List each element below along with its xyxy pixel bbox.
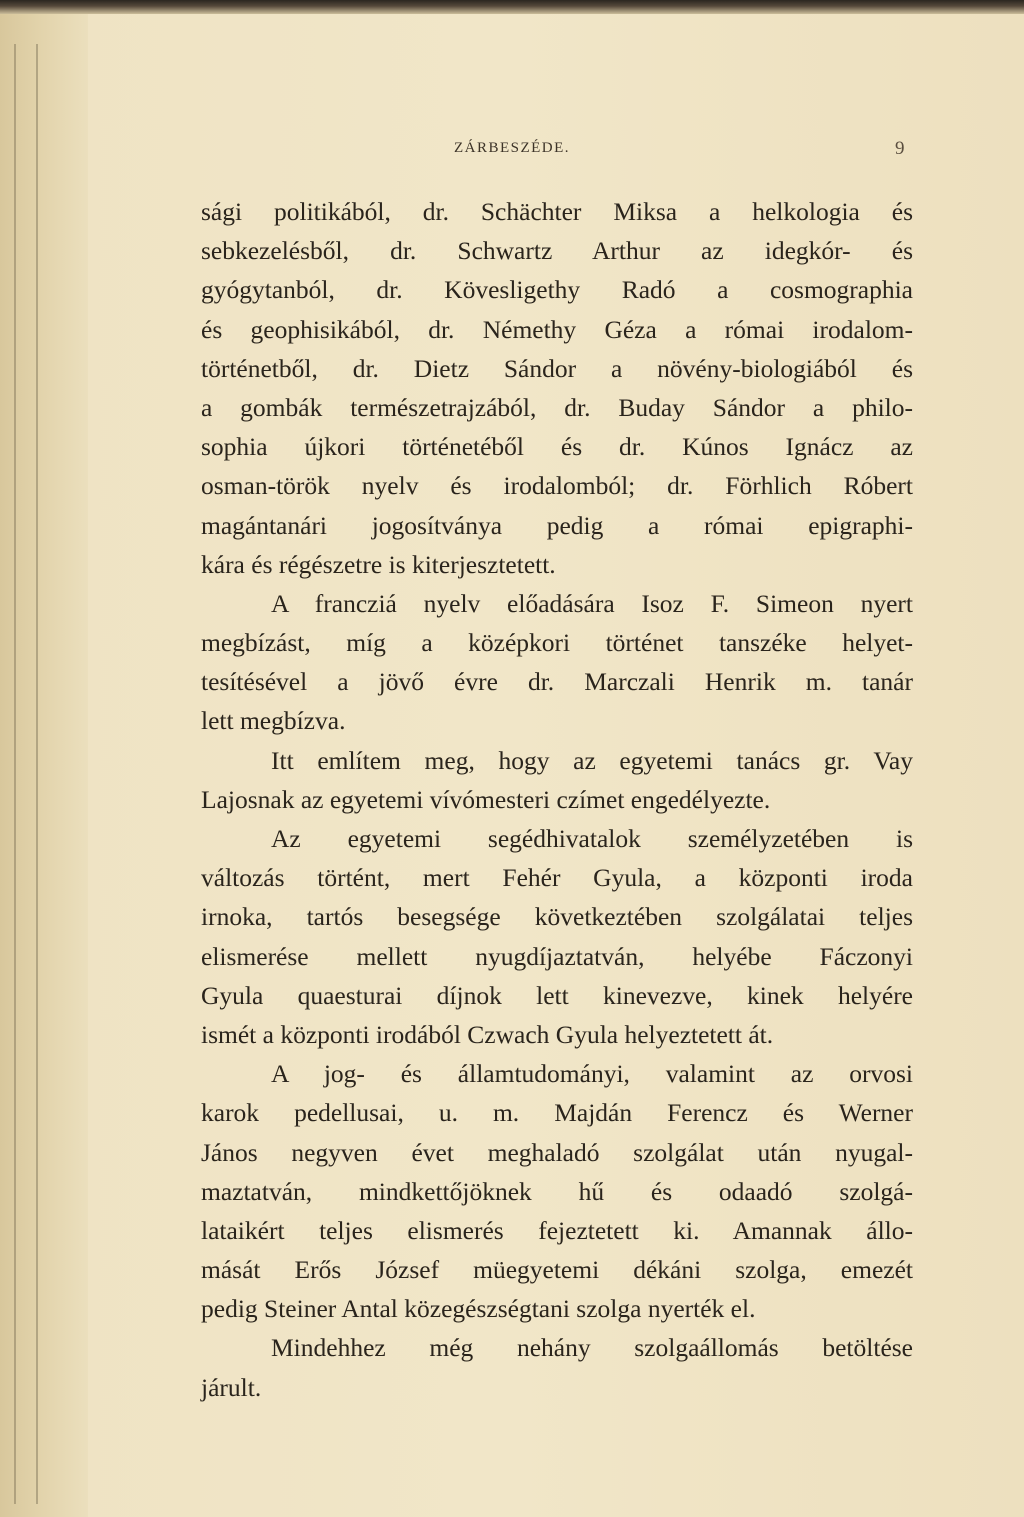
text-line: sophia újkori történetéből és dr. Kúnos Ignácz az bbox=[201, 432, 913, 462]
text-line: járult. bbox=[201, 1372, 262, 1402]
text-line: Az egyetemi segédhivatalok személyzetében is bbox=[271, 824, 913, 853]
text-line: gyógytanból, dr. Kövesligethy Radó a cosmographia bbox=[201, 275, 913, 305]
text-line: elismerése mellett nyugdíjaztatván, helyébe Fáczonyi bbox=[201, 941, 913, 971]
text-line: maztatván, mindkettőjöknek hű és odaadó szolgá- bbox=[201, 1176, 913, 1206]
text-line: mását Erős József müegyetemi dékáni szolga, emezét bbox=[201, 1255, 913, 1285]
page-number: 9 bbox=[895, 138, 905, 159]
text-line: tesítésével a jövő évre dr. Marczali Henrik m. tanár bbox=[201, 667, 913, 697]
text-line: pedig Steiner Antal közegészségtani szolga nyerték el. bbox=[201, 1294, 756, 1324]
text-line: lett megbízva. bbox=[201, 706, 346, 736]
binding-gutter bbox=[0, 14, 88, 1517]
text-line: lataikért teljes elismerés fejeztetett ki. Amannak állo- bbox=[201, 1215, 913, 1245]
gutter-line bbox=[14, 44, 16, 1504]
text-line: ismét a központi irodából Czwach Gyula helyeztetett át. bbox=[201, 1019, 774, 1049]
text-line: János negyven évet meghaladó szolgálat után nyugal- bbox=[201, 1137, 913, 1167]
page-top-edge bbox=[0, 0, 1024, 14]
text-line: Itt említem meg, hogy az egyetemi tanács gr. Vay bbox=[271, 745, 913, 775]
gutter-line bbox=[36, 44, 38, 1504]
text-line: Lajosnak az egyetemi vívómesteri czímet engedélyezte. bbox=[201, 784, 771, 814]
text-line: és geophisikából, dr. Némethy Géza a római irodalom- bbox=[201, 314, 913, 344]
text-line: karok pedellusai, u. m. Majdán Ferencz és Werner bbox=[201, 1098, 913, 1128]
text-line: változás történt, mert Fehér Gyula, a központi iroda bbox=[201, 863, 913, 893]
text-line: kára és régészetre is kiterjesztetett. bbox=[201, 549, 556, 579]
text-line: történetből, dr. Dietz Sándor a növény-biologiából és bbox=[201, 353, 913, 383]
text-line: a gombák természetrajzából, dr. Buday Sándor a philo- bbox=[201, 392, 913, 422]
text-line: A francziá nyelv előadására Isoz F. Simeon nyert bbox=[271, 588, 913, 618]
body-text bbox=[201, 192, 913, 1407]
text-line: Gyula quaesturai díjnok lett kinevezve, kinek helyére bbox=[201, 980, 913, 1010]
text-line: sebkezelésből, dr. Schwartz Arthur az idegkór- és bbox=[201, 236, 913, 266]
text-line: sági politikából, dr. Schächter Miksa a helkologia és bbox=[201, 197, 913, 226]
running-header bbox=[0, 140, 1024, 170]
running-head-title: ZÁRBESZÉDE. bbox=[453, 140, 571, 156]
text-line: irnoka, tartós besegsége következtében szolgálatai teljes bbox=[201, 902, 913, 932]
text-line: Mindehhez még nehány szolgaállomás betöltése bbox=[271, 1333, 913, 1363]
text-line: osman-török nyelv és irodalomból; dr. Förhlich Róbert bbox=[201, 471, 913, 501]
text-line: A jog- és államtudományi, valamint az orvosi bbox=[271, 1059, 913, 1089]
text-line: megbízást, míg a középkori történet tanszéke helyet- bbox=[201, 628, 913, 658]
text-line: magántanári jogosítványa pedig a római epigraphi- bbox=[201, 510, 913, 540]
